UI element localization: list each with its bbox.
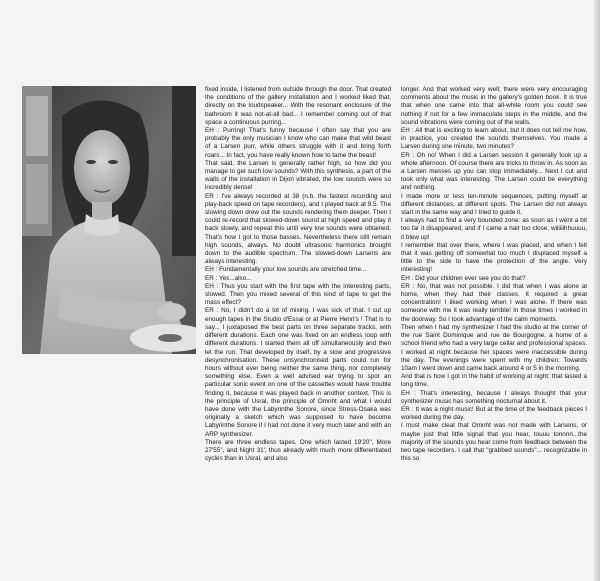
paragraph: EH : Thus you start with the first tape with the interesting parts, slowed. Then you mixed several of this kind of tape to get the mass effect? [205, 282, 391, 307]
text-column-left [205, 86, 391, 580]
paragraph: I remember that over there, where I was placed, and when I felt that it was getting off somewhat too much I displaced myself a little to the side to have the protection of the angle. Very interesting! [401, 241, 587, 274]
paragraph: EH : All that is exciting to learn about, but it does not tell me how, in practice, you created the sounds themselves. You made a Larsen during one minute, two minutes? [401, 127, 587, 151]
text-column-right [401, 86, 587, 580]
paragraph: EH : Purring! That's funny because I often say that you are probably the only musician I know who can make that wild beast of a Larsen purr, while others struggle with it and bring forth roars... In fact, you have really known how to tame the beast! [205, 127, 391, 159]
paragraph: ER : I've always recorded at 38 (n.b. the fastest recording and play-back speed on tape recorders), and I played back at 9.5. The slowing down drew out the sounds rendering them deeper. Then I could re-record that slowed-down sound at high speed and play it back slowly, and repeat this until very low sounds were obtained. That's how I got to those basses. Nevertheless there still remain high sounds, always. No doubt ultrasonic harmonics brought down to the audible spectrum. The slowed-down Larsens are always interesting. [205, 192, 391, 266]
paragraph: That said, the Larsen is generally rather high, so how did you manage to get such low sounds? With this synthesis, a part of the walls of the installation in Dijon vibrated, the low sounds were so incredibly dense! [205, 159, 391, 192]
paragraph: EH : Fundamentally your low sounds are stretched time... [205, 266, 367, 274]
paragraph: I made more or less ten-minute sequences, putting myself at different distances, at different spots. The Larsen did not always start in the same way and I tried to guide it. [401, 192, 587, 217]
paragraph: I always had to find a very bounded zone: as soon as I went a bit too far it disappeared, and if I came a hair too close, wiiiiiihhuuuu, it blew up! [401, 217, 587, 241]
paragraph: ER : Oh no! When I did a Larsen session it generally took up a whole afternoon. Of course there are tricks to throw in. As soon as a Larsen messes up you can stop immediately... Next I cut and took only what was interesting. The Larsen could be everything and nothing. [401, 151, 587, 192]
portrait-photo [22, 86, 196, 354]
paragraph: ER : No, I didn't do a lot of mixing. I was sick of that. I cut up enough tapes in the Studio d'Essai or at Pierre Henri's ! That is to say... I juxtaposed the best parts on three separate tracks, with different durations. Each one was fixed on an endless loop with different durations. I started them all off simultaneously and then let the run. That developed by itself, by a slow and progressive desynchronisation. These unsynchronised parts could run for hours without ever being neither the same thing, nor completely something else. Even a well advised ear trying to spot an particular sonic event on one of the cassettes would have trouble finding it, because it was played back in another context. This is the principle of Usral, the principle of Omnht and what I would have done with the Labyrinthe Sonore, since Stress-Osaka was originally a sketch which was supposed to have become Labyrinthe Sonore if I had not done it very much later and with an ARP synthesizer. [205, 307, 391, 438]
page-spine [594, 0, 600, 581]
paragraph: And that is how I got in the habit of working at night; that lasted a long time. [401, 373, 587, 389]
woman-portrait-photo-icon [22, 86, 196, 354]
paragraph: There are three endless tapes. One which lasted 19'20", More 27'55", and Night 31', thus already with much more differentiated cycles than in Usral, and also [205, 438, 391, 463]
paragraph: Then when I had my synthesizer I had the studio at the corner of the rue Saint Dominique and rue de Bourgogne, a home of a school friend who had a very large cellar and professional spaces. I worked at night because her spaces were inaccessible during the day. The evenings were spent with my children: Towards 10am I went down and came back around 4 or 5 in the morning. [401, 323, 587, 372]
paragraph: longer. And that worked very well; there were very encouraging comments about the music in the gallery's golden book. It is true that when one came into that all-white room you could see nothing if not for a few immaculate steps in the middle, and the sound vibrations were coming out of the walls. [401, 86, 587, 126]
paragraph: ER : Yes...also... [205, 274, 252, 282]
paragraph: ER : No, that was not possible. I did that when I was alone at home, when they had their classes. It required a great concentration! I liked working when I was alone. If there was someone with me it was really terrible! In those times I worked in the doorway. So I took advantage of the calm moments. [401, 282, 587, 323]
paragraph: EH : Did your children ever see you do that? [401, 274, 526, 282]
paragraph: EH : That's interesting, because I always thought that your synthesizer music has something nocturnal about it. [401, 389, 587, 405]
paragraph: I must make cleat that Omnht was not made with Larsens, or maybe just that little signal that you hear, touuu tonnnn...the majority of the sounds you hear come from feedback between the two tape recorders. I call that "grabbed sounds"... recognizable in this so [401, 422, 587, 463]
paragraph: fixed inside, I listened from outside through the door. That created the conditions of the gallery installation and I worked liked that, directly on the loudspeaker... With the resonant enclosure of the bathroom it was not-at-all bad... I remember coming out of that space a continuous purring... [205, 86, 391, 126]
paragraph: ER : It was a night music! But at the time of the feedback pieces I worked during the day. [401, 405, 587, 422]
